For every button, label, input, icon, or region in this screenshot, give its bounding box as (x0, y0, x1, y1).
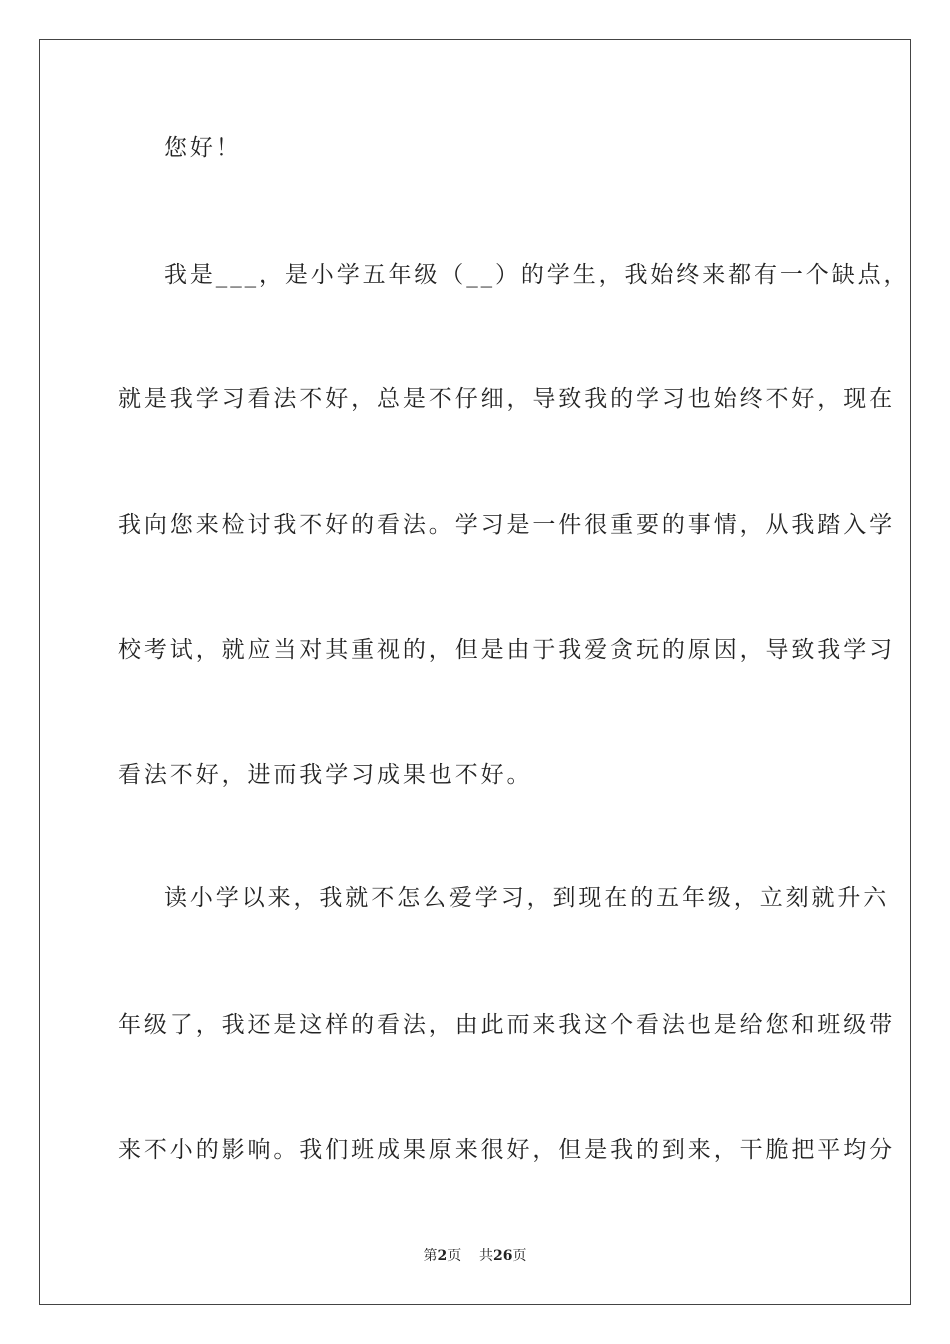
paragraph-1-line-2: 就是我学习看法不好，总是不仔细，导致我的学习也始终不好，现在 (118, 386, 895, 412)
page-border (39, 39, 911, 1305)
paragraph-2-line-2: 年级了，我还是这样的看法，由此而来我这个看法也是给您和班级带 (118, 1012, 895, 1038)
paragraph-1-line-3: 我向您来检讨我不好的看法。学习是一件很重要的事情，从我踏入学 (118, 512, 895, 538)
total-page-count: 26 (493, 1248, 513, 1264)
page-suffix: 页 (447, 1248, 462, 1264)
total-suffix: 页 (512, 1248, 527, 1264)
paragraph-1-line-1: 我是___，是小学五年级（__）的学生，我始终来都有一个缺点， (164, 262, 910, 288)
greeting-line: 您好！ (164, 135, 242, 161)
paragraph-1-line-4: 校考试，就应当对其重视的，但是由于我爱贪玩的原因，导致我学习 (118, 637, 895, 663)
page-prefix: 第 (423, 1248, 438, 1264)
paragraph-2-line-3: 来不小的影响。我们班成果原来很好，但是我的到来，干脆把平均分 (118, 1137, 895, 1163)
paragraph-2-line-1: 读小学以来，我就不怎么爱学习，到现在的五年级，立刻就升六 (164, 885, 890, 911)
current-page-number: 2 (437, 1248, 448, 1264)
page-footer (0, 1247, 950, 1265)
paragraph-1-line-5: 看法不好，进而我学习成果也不好。 (118, 762, 533, 788)
total-prefix: 共 (479, 1248, 494, 1264)
